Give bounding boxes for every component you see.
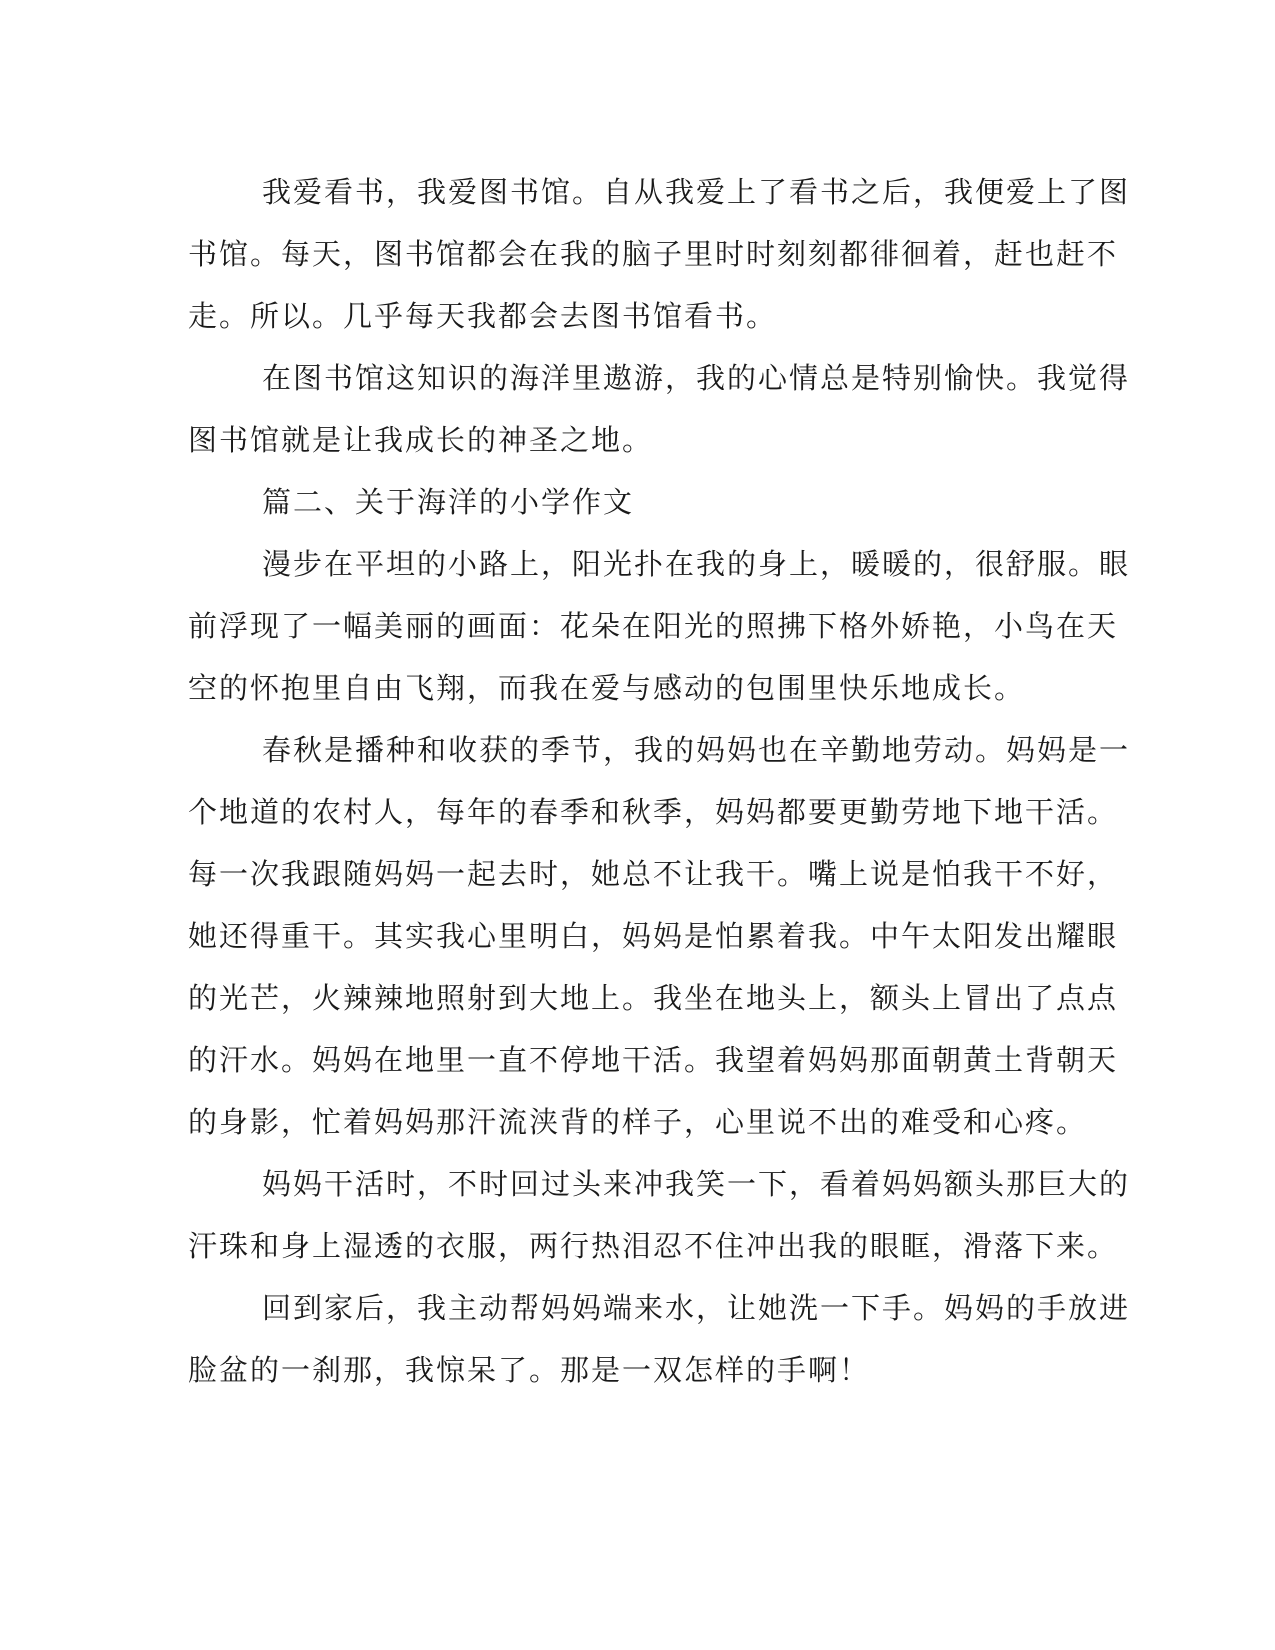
text-line: 空的怀抱里自由飞翔，而我在爱与感动的包围里快乐地成长。 xyxy=(188,671,1026,705)
text-line: 脸盆的一刹那，我惊呆了。那是一双怎样的手啊！ xyxy=(188,1353,871,1387)
paragraph-mother-smile xyxy=(188,1153,1131,1277)
text-line: 的光芒，火辣辣地照射到大地上。我坐在地头上，额头上冒出了点点 xyxy=(188,981,1119,1015)
heading-text: 篇二、关于海洋的小学作文 xyxy=(262,485,635,519)
text-line: 前浮现了一幅美丽的画面：花朵在阳光的照拂下格外娇艳，小鸟在天 xyxy=(188,609,1119,643)
text-line: 图书馆就是让我成长的神圣之地。 xyxy=(188,423,654,457)
text-line: 漫步在平坦的小路上，阳光扑在我的身上，暖暖的，很舒服。眼 xyxy=(262,547,1131,581)
paragraph-mother-work xyxy=(188,719,1131,1153)
document-body xyxy=(188,161,1131,1401)
text-line: 走。所以。几乎每天我都会去图书馆看书。 xyxy=(188,299,778,333)
text-line: 的汗水。妈妈在地里一直不停地干活。我望着妈妈那面朝黄土背朝天 xyxy=(188,1043,1119,1077)
text-line: 个地道的农村人，每年的春季和秋季，妈妈都要更勤劳地下地干活。 xyxy=(188,795,1119,829)
text-line: 她还得重干。其实我心里明白，妈妈是怕累着我。中午太阳发出耀眼 xyxy=(188,919,1119,953)
text-line: 我爱看书，我爱图书馆。自从我爱上了看书之后，我便爱上了图 xyxy=(262,175,1131,209)
paragraph-walk xyxy=(188,533,1131,719)
text-line: 每一次我跟随妈妈一起去时，她总不让我干。嘴上说是怕我干不好， xyxy=(188,857,1119,891)
text-line: 汗珠和身上湿透的衣服，两行热泪忍不住冲出我的眼眶，滑落下来。 xyxy=(188,1229,1119,1263)
paragraph-home xyxy=(188,1277,1131,1401)
text-line: 春秋是播种和收获的季节，我的妈妈也在辛勤地劳动。妈妈是一 xyxy=(262,733,1131,767)
text-line: 书馆。每天，图书馆都会在我的脑子里时时刻刻都徘徊着，赶也赶不 xyxy=(188,237,1119,271)
text-line: 的身影，忙着妈妈那汗流浃背的样子，心里说不出的难受和心疼。 xyxy=(188,1105,1088,1139)
text-line: 在图书馆这知识的海洋里遨游，我的心情总是特别愉快。我觉得 xyxy=(262,361,1131,395)
text-line: 回到家后，我主动帮妈妈端来水，让她洗一下手。妈妈的手放进 xyxy=(262,1291,1131,1325)
paragraph-library-ocean xyxy=(188,347,1131,471)
paragraph-library xyxy=(188,161,1131,347)
section-heading xyxy=(188,471,1070,533)
text-line: 妈妈干活时，不时回过头来冲我笑一下，看着妈妈额头那巨大的 xyxy=(262,1167,1131,1201)
